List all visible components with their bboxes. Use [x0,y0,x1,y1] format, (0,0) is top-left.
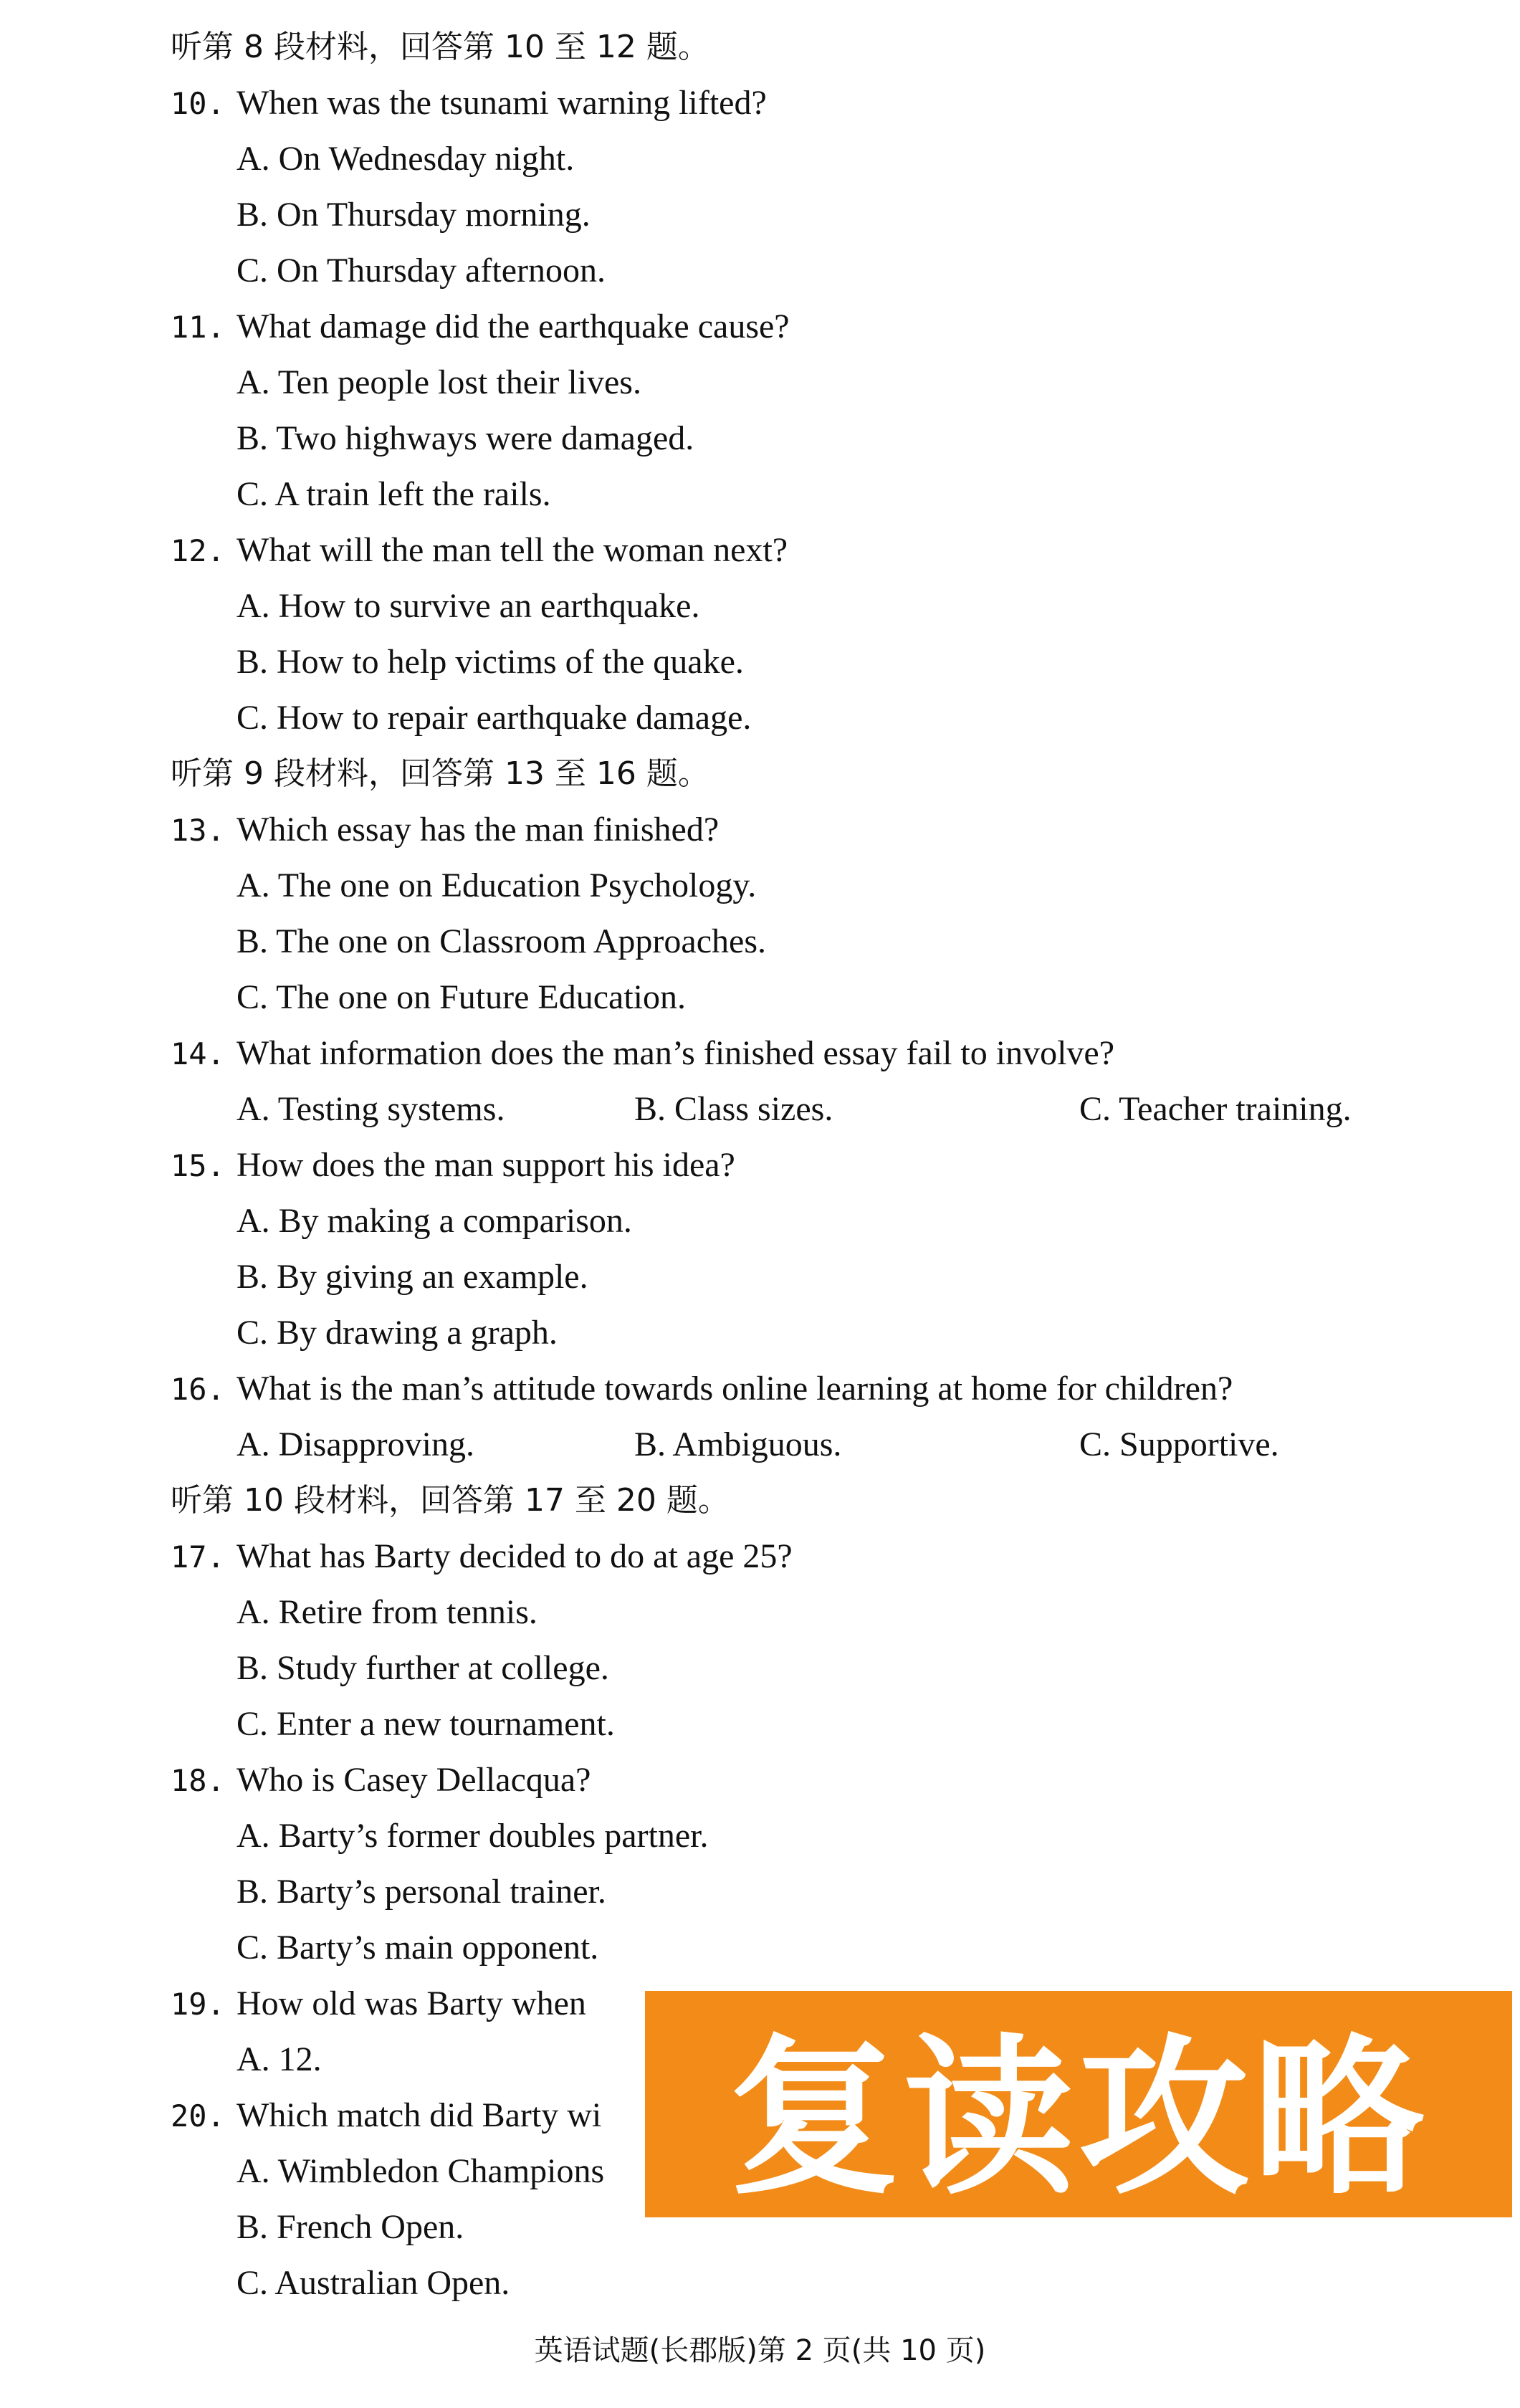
option: A. Retire from tennis. [236,1593,537,1631]
option: A. Barty’s former doubles partner. [236,1817,709,1855]
question-number: 12. [171,533,225,568]
option: C. A train left the rails. [236,475,551,513]
question-number: 17. [171,1539,225,1575]
page-footer: 英语试题(长郡版)第 2 页(共 10 页) [534,2334,986,2367]
question-16 [171,1367,1233,1410]
question-number: 13. [171,813,225,848]
question-number: 14. [171,1036,225,1071]
option: B. French Open. [236,2208,464,2246]
section-heading: 听第 9 段材料，回答第 13 至 16 题。 [171,755,709,792]
question-text: What information does the man’s finished essay fail to involve? [236,1034,1115,1072]
question-number: 15. [171,1148,225,1183]
question-19 [171,1982,586,2025]
question-text: How old was Barty when [236,1984,586,2022]
question-text: Which essay has the man finished? [236,811,720,849]
question-number: 20. [171,2098,225,2134]
question-15 [171,1144,735,1187]
question-number: 10. [171,86,225,121]
option: B. Two highways were damaged. [236,419,694,457]
option: A. Testing systems. [236,1090,505,1128]
watermark-banner: 复读攻略 [645,1991,1512,2217]
option: A. 12. [236,2040,322,2078]
question-text: What damage did the earthquake cause? [236,307,790,345]
option: A. Ten people lost their lives. [236,363,641,401]
question-12 [171,529,788,572]
question-number: 16. [171,1372,225,1407]
option: C. By drawing a graph. [236,1314,558,1352]
option: B. Barty’s personal trainer. [236,1873,606,1911]
option: C. The one on Future Education. [236,978,686,1016]
option: C. How to repair earthquake damage. [236,699,752,737]
question-text: What has Barty decided to do at age 25? [236,1537,793,1575]
option: B. Study further at college. [236,1649,609,1687]
option: B. The one on Classroom Approaches. [236,922,767,960]
question-18 [171,1759,591,1802]
question-10 [171,82,767,125]
question-text: What will the man tell the woman next? [236,531,788,569]
question-number: 18. [171,1763,225,1798]
question-text: How does the man support his idea? [236,1146,735,1184]
question-20 [171,2094,601,2137]
option: A. How to survive an earthquake. [236,587,700,625]
option: A. On Wednesday night. [236,140,575,178]
option: C. Enter a new tournament. [236,1705,615,1743]
question-text: Who is Casey Dellacqua? [236,1761,591,1799]
option: A. Wimbledon Champions [236,2152,605,2190]
option: C. Barty’s main opponent. [236,1929,599,1967]
option: C. On Thursday afternoon. [236,252,606,290]
question-number: 11. [171,310,225,345]
option: A. By making a comparison. [236,1202,632,1240]
option: B. On Thursday morning. [236,196,591,234]
question-text: When was the tsunami warning lifted? [236,84,767,122]
option: A. The one on Education Psychology. [236,866,757,904]
option: C. Teacher training. [1079,1090,1352,1128]
option: B. How to help victims of the quake. [236,643,744,681]
option: C. Supportive. [1079,1425,1279,1463]
option: B. By giving an example. [236,1258,588,1296]
question-17 [171,1535,793,1578]
question-13 [171,808,719,851]
option: B. Class sizes. [634,1090,833,1128]
question-text: What is the man’s attitude towards online learning at home for children? [236,1370,1233,1408]
question-text: Which match did Barty wi [236,2096,602,2134]
question-number: 19. [171,1987,225,2022]
section-heading: 听第 8 段材料，回答第 10 至 12 题。 [171,29,709,65]
option: B. Ambiguous. [634,1425,842,1463]
question-11 [171,305,790,348]
option: A. Disapproving. [236,1425,474,1463]
section-heading: 听第 10 段材料，回答第 17 至 20 题。 [171,1482,730,1519]
option: C. Australian Open. [236,2264,510,2302]
question-14 [171,1032,1114,1075]
